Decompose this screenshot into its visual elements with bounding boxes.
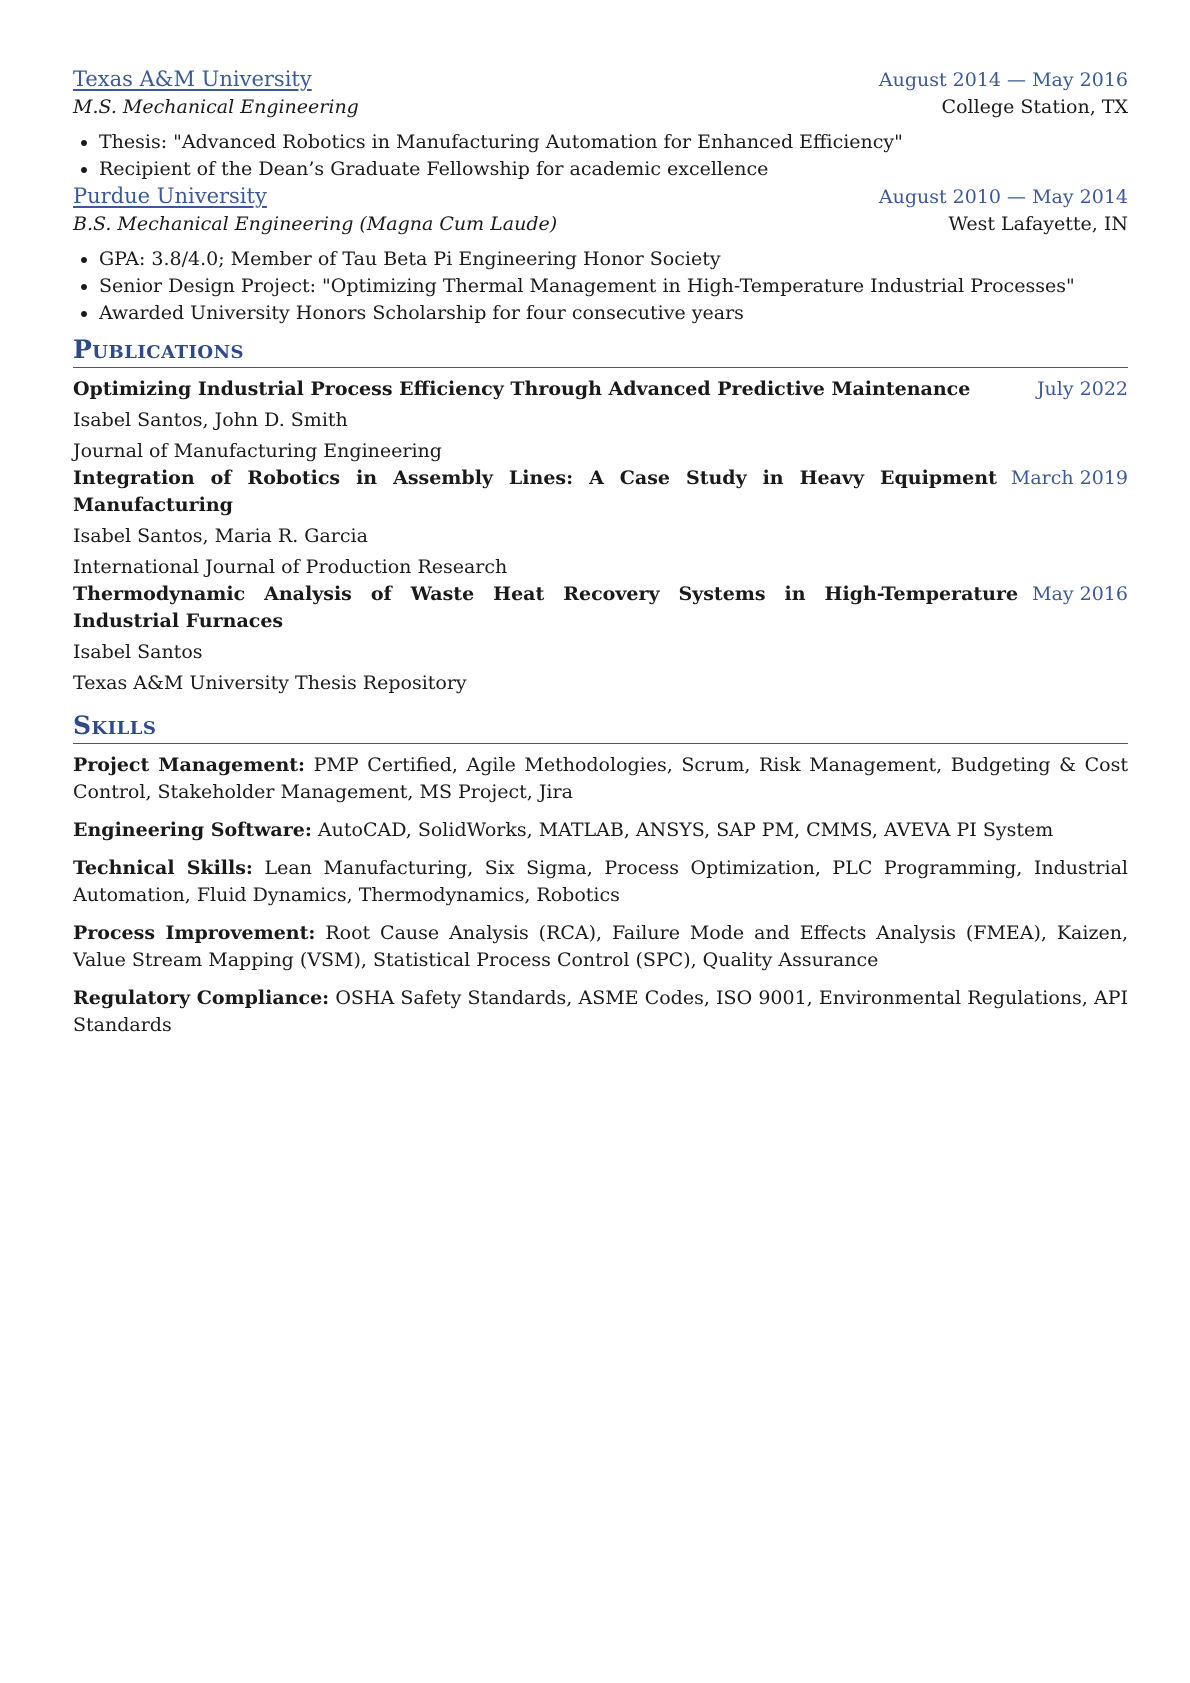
skill-item (73, 855, 1128, 909)
education-dates: August 2014 — May 2016 (878, 69, 1128, 91)
skill-text: OSHA Safety Standards, ASME Codes, ISO 9001, Environmental Regulations, API Standards (73, 987, 1128, 1036)
skills-list (73, 752, 1128, 1039)
skill-item (73, 920, 1128, 974)
list-item: • Thesis: "Advanced Robotics in Manufacturing Automation for Enhanced Efficiency" (99, 129, 1128, 156)
education-subheader (73, 94, 1128, 121)
skill-label: Project Management: (73, 754, 306, 776)
education-header (73, 66, 1128, 94)
education-entry (73, 183, 1128, 327)
publication-authors: Isabel Santos, Maria R. Garcia (73, 525, 368, 547)
publication-entry (73, 581, 1128, 697)
publication-entry (73, 376, 1128, 465)
education-bullets (73, 246, 1128, 327)
publication-venue: Journal of Manufacturing Engineering (73, 440, 442, 462)
publication-date: July 2022 (1036, 378, 1128, 400)
education-location: College Station, TX (941, 96, 1128, 118)
education-dates: August 2010 — May 2014 (878, 186, 1128, 208)
publication-title: Thermodynamic Analysis of Waste Heat Recovery Systems in High-Temperature Industrial Furnaces (73, 583, 1019, 632)
education-location: West Lafayette, IN (948, 213, 1128, 235)
degree: M.S. Mechanical Engineering (73, 96, 359, 118)
publication-date: March 2019 (1010, 467, 1128, 489)
education-subheader (73, 211, 1128, 238)
skill-label: Engineering Software: (73, 819, 312, 841)
list-item: • Awarded University Honors Scholarship for four consecutive years (99, 300, 1128, 327)
publication-venue: Texas A&M University Thesis Repository (73, 672, 467, 694)
list-item: • GPA: 3.8/4.0; Member of Tau Beta Pi Engineering Honor Society (99, 246, 1128, 273)
publication-authors: Isabel Santos (73, 641, 203, 663)
skill-label: Technical Skills: (73, 857, 253, 879)
publication-title: Optimizing Industrial Process Efficiency Through Advanced Predictive Maintenance (73, 378, 971, 400)
skill-label: Process Improvement: (73, 922, 316, 944)
skill-text: Lean Manufacturing, Six Sigma, Process Optimization, PLC Programming, Industrial Automation, Fluid Dynamics, Thermodynamics, Robotics (73, 857, 1128, 906)
list-item: • Senior Design Project: "Optimizing Thermal Management in High-Temperature Industrial Processes" (99, 273, 1128, 300)
publication-date: May 2016 (1032, 583, 1128, 605)
skill-item (73, 985, 1128, 1039)
publication-entry (73, 465, 1128, 581)
publication-authors: Isabel Santos, John D. Smith (73, 409, 348, 431)
school-link[interactable]: Purdue University (73, 184, 267, 208)
skill-item (73, 817, 1128, 844)
skill-text: AutoCAD, SolidWorks, MATLAB, ANSYS, SAP PM, CMMS, AVEVA PI System (317, 819, 1054, 841)
degree: B.S. Mechanical Engineering (Magna Cum Laude) (73, 213, 558, 235)
publication-title: Integration of Robotics in Assembly Lines: A Case Study in Heavy Equipment Manufacturing (73, 467, 997, 516)
skill-label: Regulatory Compliance: (73, 987, 330, 1009)
skills-heading: Skills (73, 711, 1128, 744)
education-entry (73, 66, 1128, 183)
skill-item (73, 752, 1128, 806)
publication-venue: International Journal of Production Research (73, 556, 508, 578)
skill-text: PMP Certified, Agile Methodologies, Scrum, Risk Management, Budgeting & Cost Control, Stakeholder Management, MS Project, Jira (73, 754, 1129, 803)
skill-text: Root Cause Analysis (RCA), Failure Mode and Effects Analysis (FMEA), Kaizen, Value Stream Mapping (VSM), Statistical Process Control (SPC), Quality Assurance (73, 922, 1128, 971)
education-header (73, 183, 1128, 211)
education-bullets (73, 129, 1128, 183)
list-item: • Recipient of the Dean’s Graduate Fellowship for academic excellence (99, 156, 1128, 183)
school-link[interactable]: Texas A&M University (73, 67, 312, 91)
publications-heading: Publications (73, 335, 1128, 368)
